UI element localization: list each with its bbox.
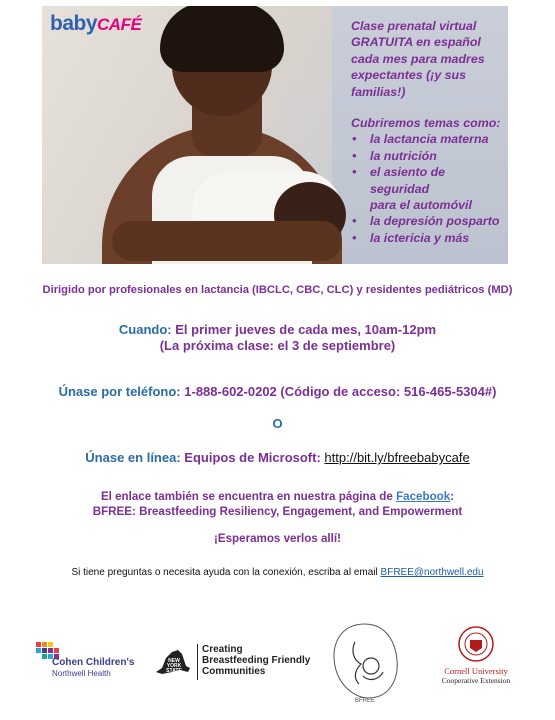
topic-item: • la ictericia y más (351, 230, 507, 246)
intro-line: familias!) (351, 84, 406, 99)
intro-line: GRATUITA en español (351, 35, 481, 50)
online-line (0, 450, 555, 465)
email-link[interactable]: BFREE@northwell.edu (380, 567, 484, 578)
when-value: El primer jueves de cada mes, 10am-12pm (175, 322, 437, 337)
babycafe-logo: babyCAFÉ (50, 12, 142, 35)
topics-heading: Cubriremos temas como: (351, 116, 501, 131)
topic-item: • la lactancia materna (351, 131, 507, 147)
nys-breastfeeding-logo: NEW YORK STATE Creating Breastfeeding Friendly Communities (152, 644, 312, 684)
phone-line (0, 384, 555, 399)
facebook-line: El enlace también se encuentra en nuestra página de Facebook: (100, 490, 455, 503)
svg-text:YORK: YORK (166, 663, 182, 669)
directed-by-text: Dirigido por profesionales en lactancia (IBCLC, CBC, CLC) y residentes pediátricos (MD) (42, 284, 513, 296)
phone-value: 1-888-602-0202 (Código de acceso: 516-465-5304#) (184, 384, 497, 399)
or-separator: O (272, 416, 283, 431)
facebook-link[interactable]: Facebook (396, 490, 451, 503)
topic-item: • el asiento de seguridad para el automóvil (351, 164, 507, 213)
intro-line: cada mes para madres (351, 51, 485, 66)
svg-text:NEW: NEW (168, 658, 180, 664)
next-class-text: (La próxima clase: el 3 de septiembre) (159, 338, 396, 353)
teams-link[interactable]: http://bit.ly/bfreebabycafe (324, 450, 470, 465)
phone-label: Únase por teléfono: (58, 384, 181, 399)
ny-state-icon (152, 646, 194, 678)
svg-text:BFREE: BFREE (354, 698, 376, 704)
bfree-mother-baby-icon (325, 620, 405, 704)
help-line: Si tiene preguntas o necesita ayuda con la conexión, escriba al email BFREE@northwell.edu (71, 567, 484, 578)
topic-item: • la nutrición (351, 148, 507, 164)
online-value: Equipos de Microsoft: (184, 450, 321, 465)
online-label: Únase en línea: (85, 450, 181, 465)
see-you-text: ¡Esperamos verlos allí! (214, 532, 341, 545)
svg-text:STATE: STATE (166, 668, 182, 674)
hero-overlay-text (351, 18, 507, 246)
intro-line: Clase prenatal virtual (351, 19, 477, 33)
when-label: Cuando: (118, 322, 172, 337)
bfree-full-name: BFREE: Breastfeeding Resiliency, Engagement, and Empowerment (92, 505, 463, 518)
intro-line: expectantes (¡y sus (351, 68, 467, 83)
topics-list (351, 131, 507, 246)
cornell-logo: Cornell University Cooperative Extension (436, 626, 516, 686)
cornell-seal-icon (458, 626, 494, 662)
topic-item: • la depresión posparto (351, 213, 507, 229)
footer-logos: Cohen Children's Northwell Health NEW YORK STATE Creating Breastfeeding Friendly Communities BFREE Cornell University Cooperative Extension (0, 620, 555, 710)
when-line (0, 322, 555, 337)
